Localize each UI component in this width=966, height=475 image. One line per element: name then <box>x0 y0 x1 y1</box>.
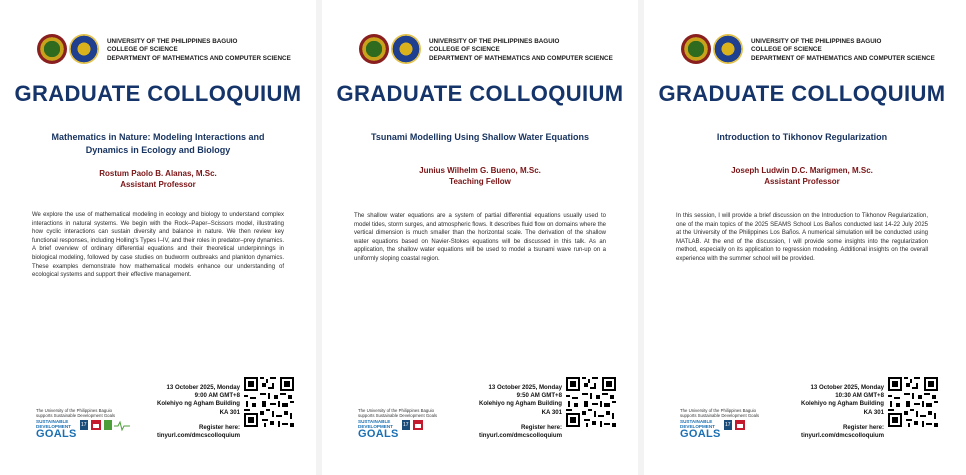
speaker-block <box>20 168 296 190</box>
qr-code-icon[interactable] <box>566 377 616 427</box>
colloquium-poster-3 <box>644 0 960 475</box>
event-details <box>479 384 562 417</box>
event-date: 13 October 2025, Monday <box>166 384 240 391</box>
register-link[interactable]: tinyurl.com/dmcscolloquium <box>157 432 240 440</box>
talk-title: Introduction to Tikhonov Regularization <box>716 132 888 142</box>
register-link[interactable]: tinyurl.com/dmcscolloquium <box>801 432 884 440</box>
speaker-name: Joseph Ludwin D.C. Marigmen, M.Sc. <box>731 166 873 175</box>
svg-text:17: 17 <box>403 422 409 428</box>
speaker-position: Assistant Professor <box>120 180 196 189</box>
event-details <box>801 384 884 417</box>
college-of-science-seal-icon <box>391 34 421 64</box>
svg-text:17: 17 <box>81 422 87 428</box>
college-of-science-seal-icon <box>713 34 743 64</box>
institution-header: UNIVERSITY OF THE PHILIPPINES BAGUIO COLLEGE OF SCIENCE DEPARTMENT OF MATHEMATICS AND COMPUTER SCIENCE <box>107 38 291 62</box>
speaker-name: Junius Wilhelm G. Bueno, M.Sc. <box>419 166 541 175</box>
institution-header: UNIVERSITY OF THE PHILIPPINES BAGUIO COLLEGE OF SCIENCE DEPARTMENT OF MATHEMATICS AND COMPUTER SCIENCE <box>751 38 935 62</box>
sdg-statement: The University of the Philippines Baguio supports Sustainable Development Goals <box>680 408 760 419</box>
event-room: KA 301 <box>219 408 240 416</box>
event-date: 13 October 2025, Monday <box>488 384 562 391</box>
qr-code-icon[interactable] <box>244 377 294 427</box>
registration-info <box>479 424 562 440</box>
register-label: Register here: <box>843 424 884 431</box>
event-room: KA 301 <box>541 408 562 416</box>
event-date: 13 October 2025, Monday <box>810 384 884 391</box>
registration-info <box>801 424 884 440</box>
speaker-block <box>664 165 940 187</box>
qr-code-icon[interactable] <box>888 377 938 427</box>
register-label: Register here: <box>521 424 562 431</box>
sdg-goal-icons <box>724 418 778 434</box>
sdg-logo: SUSTAINABLE DEVELOPMENT GOALS <box>36 419 77 440</box>
sdg-logo: SUSTAINABLE DEVELOPMENT GOALS <box>358 419 399 440</box>
event-room: KA 301 <box>863 408 884 416</box>
speaker-name: Rostum Paolo B. Alanas, M.Sc. <box>99 169 217 178</box>
event-venue: Kolehiyo ng Agham Building <box>156 400 240 408</box>
event-time: 10:30 AM GMT+8 <box>835 392 884 400</box>
poster-heading: GRADUATE COLLOQUIUM <box>336 81 624 106</box>
colloquium-poster-1 <box>0 0 316 475</box>
sdg-statement: The University of the Philippines Baguio supports Sustainable Development Goals <box>36 408 116 419</box>
institution-header: UNIVERSITY OF THE PHILIPPINES BAGUIO COLLEGE OF SCIENCE DEPARTMENT OF MATHEMATICS AND COMPUTER SCIENCE <box>429 38 613 62</box>
registration-info <box>157 424 240 440</box>
sdg-goal-icons <box>402 418 456 434</box>
up-seal-icon <box>359 34 389 64</box>
event-time: 9:50 AM GMT+8 <box>516 392 562 400</box>
talk-abstract: In this session, I will provide a brief discussion on the Introduction to Tikhonov Regularization, one of the main topics of the 2025 SEAMS School Los Baños conducted last 14-22 July 2025 at the University of the Philippines Los Baños. A numerical simulation will be conducted using MATLAB. At the end of the discussion, I will provide some insights into the regularization method, especially on its application to regression modeling. Additional insights on the overall experience with the summer school will be provided. <box>676 213 928 262</box>
sdg-statement: The University of the Philippines Baguio supports Sustainable Development Goals <box>358 408 438 419</box>
speaker-position: Assistant Professor <box>764 177 840 186</box>
talk-title: Mathematics in Nature: Modeling Interactions and Dynamics in Ecology and Biology <box>51 132 265 155</box>
poster-heading: GRADUATE COLLOQUIUM <box>14 81 302 106</box>
register-label: Register here: <box>199 424 240 431</box>
register-link[interactable]: tinyurl.com/dmcscolloquium <box>479 432 562 440</box>
up-seal-icon <box>681 34 711 64</box>
talk-abstract: The shallow water equations are a system of partial differential equations usually used to model tides, storm surges, and atmospheric flows. It describes fluid flow on domains where the vertical dimension is much smaller than the horizontal scale. The derivation of the shallow water equations based on Navier-Stokes equations will be discussed in this talk. As an application, the shallow water equations will be used to model a tsunami wave run-up on a uniformly sloping coastal region. <box>354 213 606 262</box>
college-of-science-seal-icon <box>69 34 99 64</box>
talk-abstract: We explore the use of mathematical modeling in ecology and biology to understand complex interactions in natural systems. We begin with the Rock–Paper–Scissors model, illustrating how cyclic interactions can sustain diversity and balance in nature. We then review key functional responses, including Holling's Types I–IV, and their roles in predator–prey dynamics. A brief overview of ordinary differential equations and their theoretical underpinnings in biological modeling, followed by case studies on budworm outbreaks and plankton dynamics. These examples demonstrate how mathematical models enhance our understanding of ecological systems and support their effective management. <box>32 212 284 279</box>
event-venue: Kolehiyo ng Agham Building <box>478 400 562 408</box>
event-details <box>157 384 240 417</box>
poster-heading: GRADUATE COLLOQUIUM <box>658 81 946 106</box>
sdg-goal-icons <box>80 418 134 434</box>
speaker-block <box>342 165 618 187</box>
event-venue: Kolehiyo ng Agham Building <box>800 400 884 408</box>
sdg-logo: SUSTAINABLE DEVELOPMENT GOALS <box>680 419 721 440</box>
talk-title: Tsunami Modelling Using Shallow Water Equations <box>370 132 589 142</box>
event-time: 9:00 AM GMT+8 <box>194 392 240 400</box>
colloquium-poster-2 <box>322 0 638 475</box>
speaker-position: Teaching Fellow <box>449 177 511 186</box>
svg-text:17: 17 <box>725 422 731 428</box>
up-seal-icon <box>37 34 67 64</box>
